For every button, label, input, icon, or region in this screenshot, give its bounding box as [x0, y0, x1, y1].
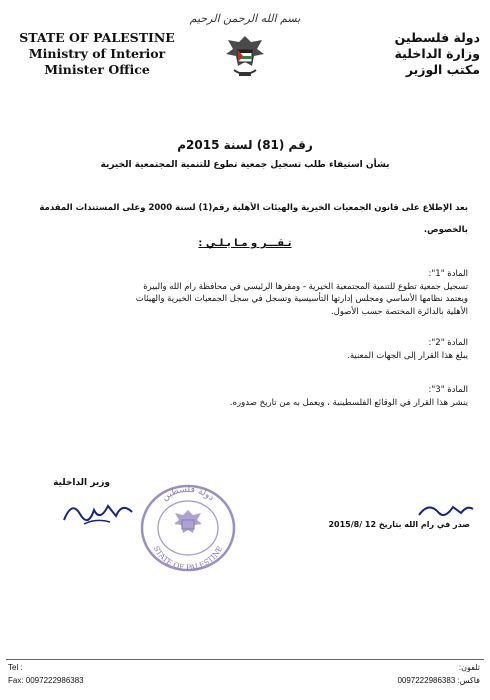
article-line: الأهلية بالدائرة المختصة حسب الأصول.: [330, 306, 468, 317]
header-ar-line-3: مكتب الوزير: [405, 62, 480, 77]
article-label: المادة "2":: [428, 338, 468, 348]
article-line: ينشر هذا القرار في الوقائع الفلسطينية ، ويعمل به من تاريخ صدوره.: [229, 397, 468, 408]
stamp-text-top: دولة فلسطين: [160, 484, 216, 504]
decision-preamble: بعد الإطلاع على قانون الجمعيات الخيرية والهيئات الأهلية رقم(1) لسنة 2000 وعلى المستندات المقدمة بالخصوص.: [39, 203, 468, 235]
header-ar-line-1: دولة فلسطين: [394, 30, 480, 45]
official-stamp-icon: [138, 482, 238, 574]
decision-subject: بشأن استيفاء طلب تسجيل جمعية تطوع للتنمية المجتمعية الخيرية: [100, 160, 390, 170]
footer-fax-ar: فاكس: 0097222986383: [397, 676, 480, 685]
header-en-line-1: STATE OF PALESTINE: [19, 30, 175, 45]
signature-scribble-left-icon: [60, 492, 140, 532]
article-line: ويعتمد نظامها الأساسي ومجلس إدارتها التأسيسية وتسجل في سجل الجمعيات الخيرية والهيئات: [135, 294, 468, 304]
footer-divider: [6, 659, 484, 660]
article-line: يبلغ هذا القرار إلى الجهات المعنية.: [347, 350, 468, 361]
footer-tel-ar: تلفون:: [458, 663, 480, 672]
stamp-text-bottom: STATE OF PALESTINE: [151, 544, 225, 573]
footer-tel-en: Tel :: [8, 663, 23, 672]
article-line: تسجيل جمعية تطوع للتنمية المجتمعية الخيرية - ومقرها الرئيسي في محافظة رام الله والبيرة: [143, 281, 468, 292]
basmala: بسم الله الرحمن الرحيم: [189, 12, 301, 25]
signatory-title: وزير الداخلية: [53, 478, 110, 488]
article-2: [18, 337, 468, 362]
article-label: المادة "1":: [428, 269, 468, 279]
header-arabic: [330, 30, 480, 78]
header-ar-line-2: وزارة الداخلية: [394, 46, 480, 61]
article-3: [18, 384, 468, 409]
article-1: [18, 268, 468, 318]
decision-title: رقم (81) لسنة 2015م: [177, 138, 313, 152]
svg-text:دولة فلسطين: [160, 485, 215, 503]
header-english: [12, 30, 182, 78]
issuance-date: صدر في رام الله بتاريخ 12 /2015/8: [328, 520, 470, 529]
footer-fax-en: Fax: 0097222986383: [8, 676, 84, 685]
header-en-line-3: Minister Office: [44, 62, 150, 77]
svg-text:STATE OF PALESTINE: [152, 544, 225, 572]
article-label: المادة "3":: [428, 385, 468, 395]
decision-resolves: تـقـــر و مـا يـلـي :: [198, 238, 292, 249]
eagle-emblem-icon: [222, 32, 268, 82]
header-en-line-2: Ministry of Interior: [28, 46, 166, 61]
